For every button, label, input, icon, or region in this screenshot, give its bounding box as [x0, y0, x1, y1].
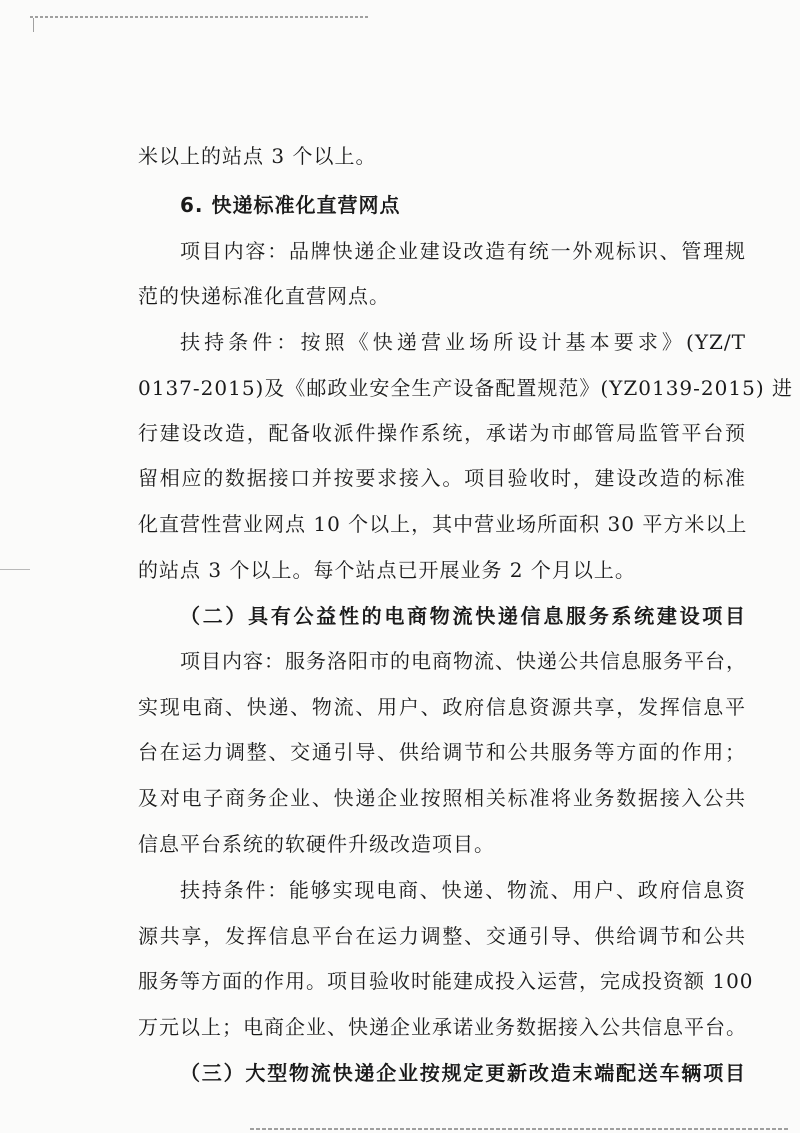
paragraph-line: 米以上的站点 3 个以上。: [138, 144, 377, 168]
paragraph-line: 留相应的数据接口并按要求接入。项目验收时，建设改造的标准: [138, 466, 746, 490]
scan-artifact-left: [0, 569, 30, 570]
section-heading: （二）具有公益性的电商物流快递信息服务系统建设项目: [180, 604, 746, 628]
paragraph-line: 源共享，发挥信息平台在运力调整、交通引导、供给调节和公共: [138, 924, 746, 948]
paragraph-line: 范的快递标准化直营网点。: [138, 284, 390, 308]
paragraph-line: 扶持条件：能够实现电商、快递、物流、用户、政府信息资: [180, 878, 746, 902]
scan-artifact-bottom: [250, 1128, 790, 1130]
paragraph-line: 实现电商、快递、物流、用户、政府信息资源共享，发挥信息平: [138, 695, 746, 719]
paragraph-line: 台在运力调整、交通引导、供给调节和公共服务等方面的作用；: [138, 740, 746, 764]
paragraph-line: 信息平台系统的软硬件升级改造项目。: [138, 832, 495, 856]
paragraph-line: 及对电子商务企业、快递企业按照相关标准将业务数据接入公共: [138, 786, 746, 810]
paragraph-line: 的站点 3 个以上。每个站点已开展业务 2 个月以上。: [138, 558, 636, 582]
paragraph-line: 0137-2015)及《邮政业安全生产设备配置规范》(YZ0139-2015) 进: [138, 376, 793, 400]
paragraph-line: 项目内容：品牌快递企业建设改造有统一外观标识、管理规: [180, 239, 746, 263]
paragraph-line: 项目内容：服务洛阳市的电商物流、快递公共信息服务平台，: [180, 649, 747, 673]
section-heading: 6. 快递标准化直营网点: [180, 193, 401, 217]
paragraph-line: 万元以上；电商企业、快递企业承诺业务数据接入公共信息平台。: [138, 1015, 747, 1039]
paragraph-line: 化直营性营业网点 10 个以上，其中营业场所面积 30 平方米以上: [138, 512, 748, 536]
paragraph-line: 服务等方面的作用。项目验收时能建成投入运营，完成投资额 100: [138, 969, 754, 993]
paragraph-line: 行建设改造，配备收派件操作系统，承诺为市邮管局监管平台预: [138, 421, 746, 445]
paragraph-line: 扶持条件：按照《快递营业场所设计基本要求》(YZ/T: [180, 330, 746, 354]
scan-artifact-top: [30, 16, 370, 18]
section-heading: （三）大型物流快递企业按规定更新改造末端配送车辆项目: [180, 1061, 746, 1085]
scan-artifact-tick: [33, 18, 34, 32]
